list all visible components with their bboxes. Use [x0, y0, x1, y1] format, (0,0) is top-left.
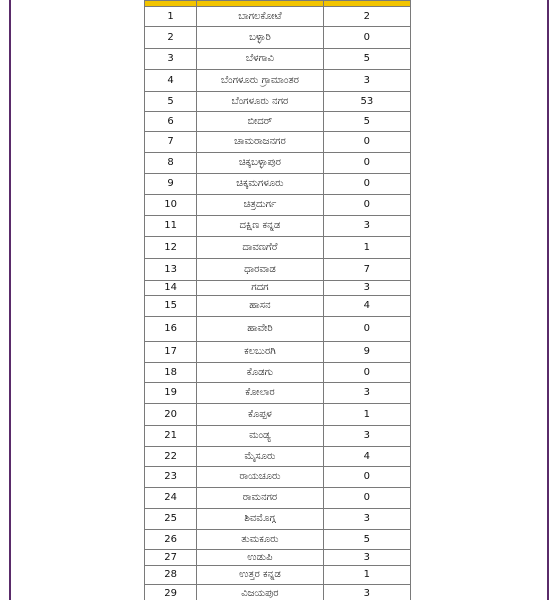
count-cell: 5	[323, 49, 410, 70]
table-row	[145, 296, 411, 317]
count-cell: 3	[323, 585, 410, 600]
row-number-cell: 13	[145, 259, 197, 281]
table-row	[145, 585, 411, 600]
count-cell: 0	[323, 488, 410, 509]
count-cell: 0	[323, 27, 410, 49]
district-table-body	[145, 1, 411, 600]
row-number-cell: 27	[145, 550, 197, 566]
count-cell: 0	[323, 153, 410, 174]
table-row	[145, 49, 411, 70]
district-name-cell: ಚಿಕ್ಕಮಗಳೂರು	[197, 174, 323, 195]
table-row	[145, 70, 411, 92]
count-cell: 0	[323, 317, 410, 342]
count-cell: 1	[323, 566, 410, 585]
row-number-cell: 2	[145, 27, 197, 49]
district-name-cell: ಬೆಳಗಾವಿ	[197, 49, 323, 70]
district-table	[144, 0, 411, 600]
table-row	[145, 530, 411, 550]
district-name-cell: ಬಳ್ಳಾರಿ	[197, 27, 323, 49]
table-row	[145, 363, 411, 383]
row-number-cell: 16	[145, 317, 197, 342]
row-number-cell: 8	[145, 153, 197, 174]
count-cell: 4	[323, 296, 410, 317]
district-name-cell: ಕೊಡಗು	[197, 363, 323, 383]
table-row	[145, 132, 411, 153]
table-row	[145, 216, 411, 237]
count-cell: 3	[323, 509, 410, 530]
district-name-cell: ಕೊಪ್ಪಳ	[197, 404, 323, 426]
count-cell: 3	[323, 281, 410, 296]
count-cell: 3	[323, 383, 410, 404]
row-number-cell: 7	[145, 132, 197, 153]
row-number-cell: 14	[145, 281, 197, 296]
district-name-cell: ಚಿಕ್ಕಬಳ್ಳಾಪುರ	[197, 153, 323, 174]
table-row	[145, 153, 411, 174]
table-row	[145, 317, 411, 342]
count-cell: 7	[323, 259, 410, 281]
row-number-cell: 17	[145, 342, 197, 363]
count-cell: 3	[323, 70, 410, 92]
district-name-cell: ಗದಗ	[197, 281, 323, 296]
district-name-cell: ದಕ್ಷಿಣ ಕನ್ನಡ	[197, 216, 323, 237]
row-number-cell: 26	[145, 530, 197, 550]
district-name-cell: ಹಾವೇರಿ	[197, 317, 323, 342]
district-name-cell: ಕೋಲಾರ	[197, 383, 323, 404]
count-cell: 1	[323, 237, 410, 259]
table-row	[145, 27, 411, 49]
row-number-cell: 22	[145, 447, 197, 467]
row-number-cell: 3	[145, 49, 197, 70]
count-cell: 0	[323, 174, 410, 195]
table-row	[145, 174, 411, 195]
table-row	[145, 237, 411, 259]
row-number-cell: 21	[145, 426, 197, 447]
table-row	[145, 426, 411, 447]
table-row	[145, 509, 411, 530]
district-name-cell: ದಾವಣಗೆರೆ	[197, 237, 323, 259]
row-number-cell: 25	[145, 509, 197, 530]
row-number-cell: 10	[145, 195, 197, 216]
table-row	[145, 112, 411, 132]
table-row	[145, 488, 411, 509]
row-number-cell: 4	[145, 70, 197, 92]
row-number-cell: 5	[145, 92, 197, 112]
count-cell: 2	[323, 7, 410, 27]
district-name-cell: ವಿಜಯಪುರ	[197, 585, 323, 600]
count-cell: 3	[323, 216, 410, 237]
count-cell: 5	[323, 530, 410, 550]
count-cell: 9	[323, 342, 410, 363]
table-row	[145, 404, 411, 426]
district-name-cell: ರಾಯಚೂರು	[197, 467, 323, 488]
district-name-cell: ಹಾಸನ	[197, 296, 323, 317]
row-number-cell: 1	[145, 7, 197, 27]
district-name-cell: ಮೈಸೂರು	[197, 447, 323, 467]
district-name-cell: ಚಾಮರಾಜನಗರ	[197, 132, 323, 153]
row-number-cell: 23	[145, 467, 197, 488]
district-name-cell: ಕಲಬುರಗಿ	[197, 342, 323, 363]
row-number-cell: 19	[145, 383, 197, 404]
row-number-cell: 6	[145, 112, 197, 132]
row-number-cell: 12	[145, 237, 197, 259]
district-name-cell: ಬೀದರ್	[197, 112, 323, 132]
table-row	[145, 7, 411, 27]
table-row	[145, 383, 411, 404]
district-name-cell: ಧಾರವಾಡ	[197, 259, 323, 281]
district-name-cell: ಚಿತ್ರದುರ್ಗ	[197, 195, 323, 216]
district-name-cell: ಉತ್ತರ ಕನ್ನಡ	[197, 566, 323, 585]
table-row	[145, 259, 411, 281]
table-row	[145, 447, 411, 467]
table-row	[145, 566, 411, 585]
count-cell: 0	[323, 195, 410, 216]
count-cell: 0	[323, 132, 410, 153]
table-row	[145, 467, 411, 488]
count-cell: 3	[323, 550, 410, 566]
row-number-cell: 24	[145, 488, 197, 509]
count-cell: 3	[323, 426, 410, 447]
table-row	[145, 550, 411, 566]
district-name-cell: ಶಿವಮೊಗ್ಗ	[197, 509, 323, 530]
district-name-cell: ಉಡುಪಿ	[197, 550, 323, 566]
table-row	[145, 92, 411, 112]
district-name-cell: ಮಂಡ್ಯ	[197, 426, 323, 447]
district-name-cell: ಬಾಗಲಕೋಟೆ	[197, 7, 323, 27]
district-name-cell: ರಾಮನಗರ	[197, 488, 323, 509]
table-row	[145, 195, 411, 216]
row-number-cell: 9	[145, 174, 197, 195]
row-number-cell: 15	[145, 296, 197, 317]
district-name-cell: ಬೆಂಗಳೂರು ನಗರ	[197, 92, 323, 112]
district-name-cell: ಬೆಂಗಳೂರು ಗ್ರಾಮಾಂತರ	[197, 70, 323, 92]
count-cell: 1	[323, 404, 410, 426]
count-cell: 5	[323, 112, 410, 132]
count-cell: 4	[323, 447, 410, 467]
row-number-cell: 11	[145, 216, 197, 237]
table-row	[145, 281, 411, 296]
count-cell: 0	[323, 467, 410, 488]
row-number-cell: 29	[145, 585, 197, 600]
row-number-cell: 18	[145, 363, 197, 383]
district-name-cell: ತುಮಕೂರು	[197, 530, 323, 550]
page-border-left	[9, 0, 11, 600]
page-border-right	[547, 0, 549, 600]
row-number-cell: 28	[145, 566, 197, 585]
table-row	[145, 342, 411, 363]
count-cell: 53	[323, 92, 410, 112]
row-number-cell: 20	[145, 404, 197, 426]
count-cell: 0	[323, 363, 410, 383]
